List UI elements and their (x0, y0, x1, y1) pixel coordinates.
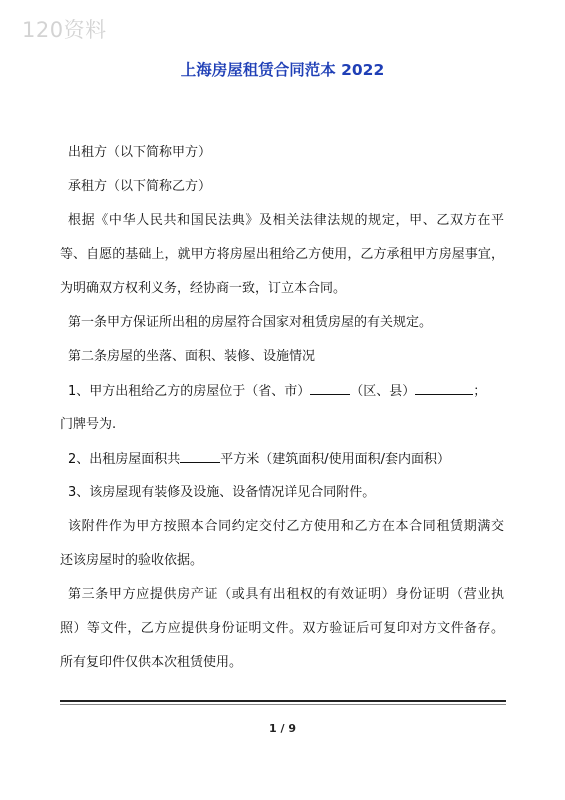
item-1-middle: （区、县） (350, 384, 416, 399)
province-city-blank (310, 380, 350, 395)
clause-2-heading: 第二条房屋的坐落、面积、装修、设施情况 (68, 349, 316, 364)
watermark-logo: 120资料 (22, 18, 107, 42)
attachment-note-line-1: 该附件作为甲方按照本合同约定交付乙方使用和乙方在本合同租赁期满交 (68, 519, 504, 534)
paragraph-preamble-line-1: 根据《中华人民共和国民法典》及相关法律法规的规定，甲、乙双方在平 (68, 213, 504, 228)
paragraph-preamble-line-3: 为明确双方权利义务，经协商一致，订立本合同。 (60, 281, 347, 296)
clause-1: 第一条甲方保证所出租的房屋符合国家对租赁房屋的有关规定。 (68, 315, 433, 330)
document-body (60, 142, 504, 686)
clause-2-item-3: 3、该房屋现有装修及设施、设备情况详见合同附件。 (68, 485, 376, 500)
footer-rule (60, 700, 506, 702)
item-2-suffix: 平方米（建筑面积/使用面积/套内面积） (220, 452, 451, 467)
page-number: 1 / 9 (269, 722, 296, 735)
clause-3-line-1: 第三条甲方应提供房产证（或具有出租权的有效证明）身份证明（营业执 (68, 587, 504, 602)
clause-3-line-2: 照）等文件，乙方应提供身份证明文件。双方验证后可复印对方文件备存。 (60, 621, 504, 636)
footer-rule-thin (60, 704, 506, 705)
document-title: 上海房屋租赁合同范本 2022 (180, 61, 385, 79)
item-2-prefix: 2、出租房屋面积共 (68, 452, 181, 467)
clause-2-item-2 (60, 448, 504, 482)
item-1-prefix: 1、甲方出租给乙方的房屋位于（省、市） (68, 384, 311, 399)
door-number-line: 门牌号为. (60, 417, 117, 432)
area-blank (180, 448, 220, 463)
clause-3-line-3: 所有复印件仅供本次租赁使用。 (60, 655, 243, 670)
paragraph-lessor: 出租方（以下简称甲方） (68, 145, 212, 160)
paragraph-preamble-line-2: 等、自愿的基础上，就甲方将房屋出租给乙方使用，乙方承租甲方房屋事宜， (60, 247, 504, 262)
attachment-note-line-2: 还该房屋时的验收依据。 (60, 553, 204, 568)
item-1-suffix: ； (473, 384, 487, 399)
district-county-blank (415, 380, 473, 395)
clause-2-item-1 (60, 380, 504, 414)
paragraph-lessee: 承租方（以下简称乙方） (68, 179, 212, 194)
